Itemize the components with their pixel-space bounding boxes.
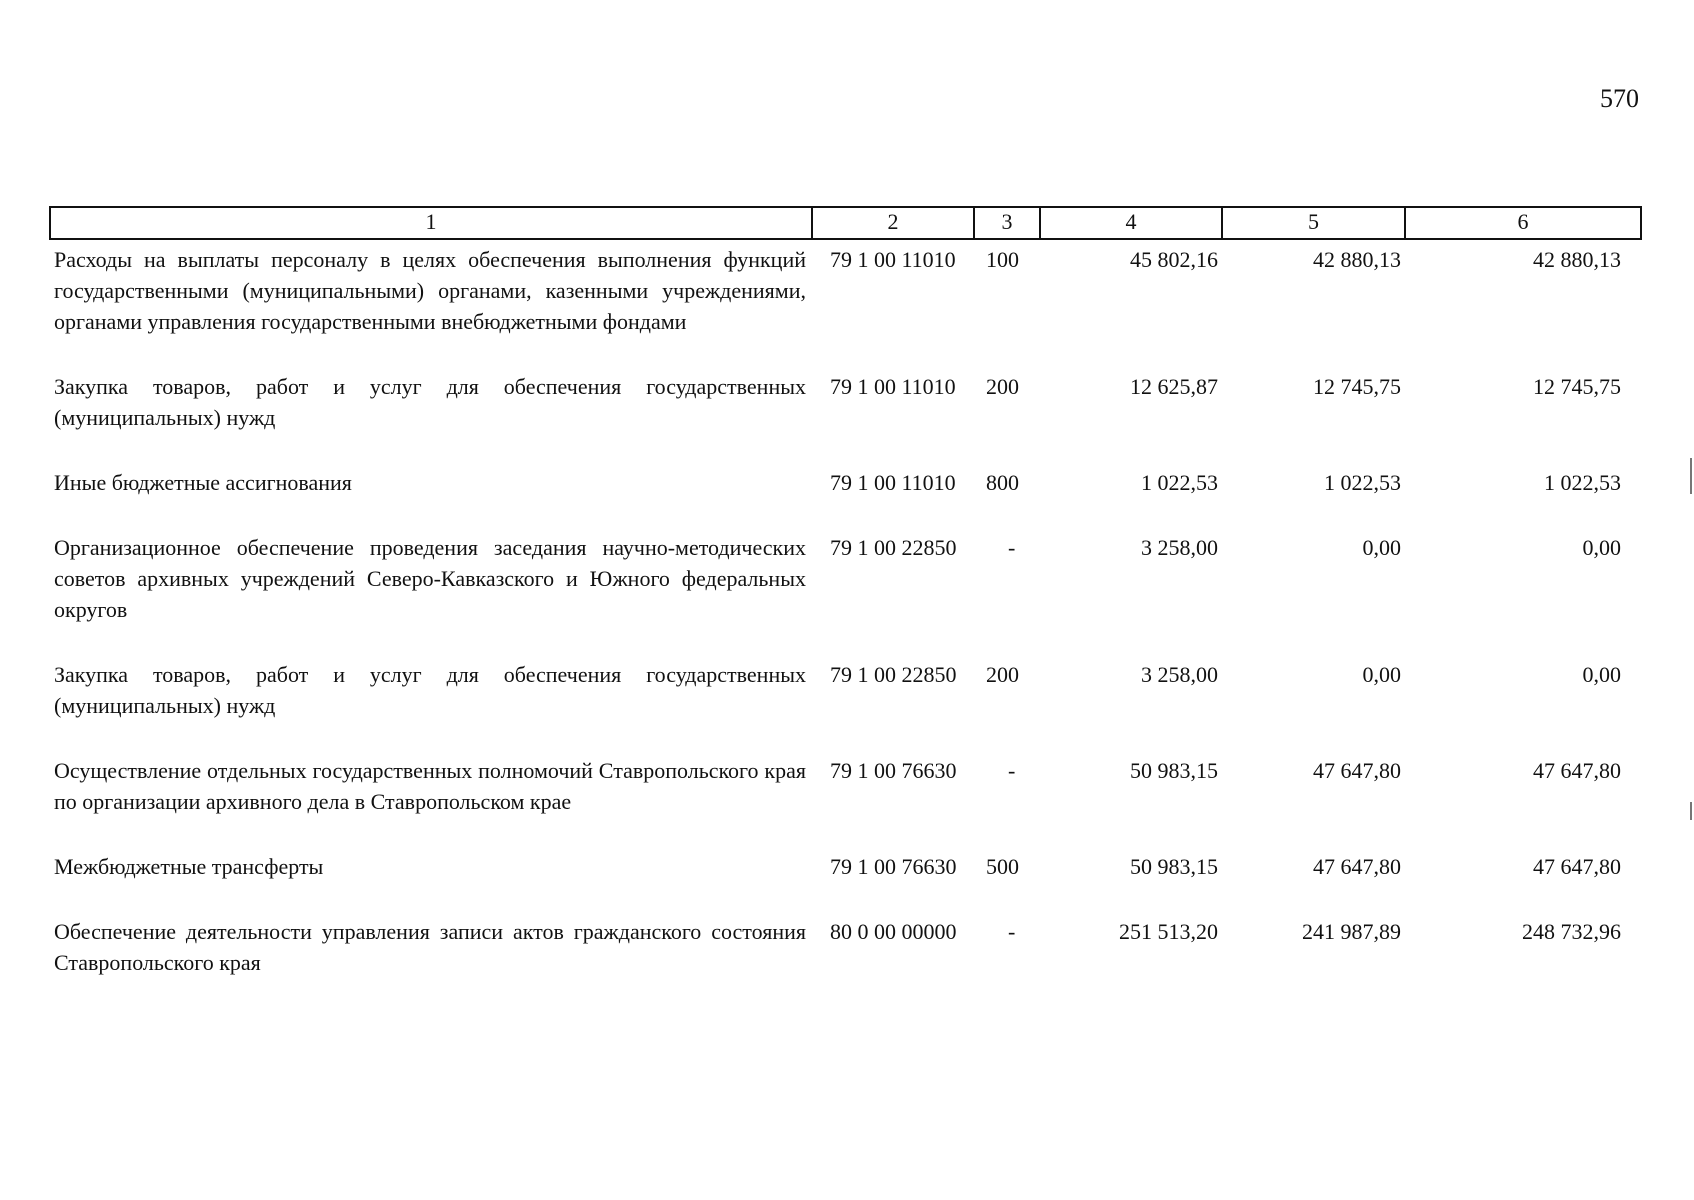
row-value-6: 47 647,80 [1533,854,1621,879]
row-code: 79 1 00 22850 [830,662,957,687]
scan-edge-mark [1690,802,1692,820]
table-row [50,751,1641,847]
row-value-4: 1 022,53 [1141,470,1218,495]
row-value-6: 0,00 [1582,662,1621,687]
row-value-4: 3 258,00 [1141,662,1218,687]
table-row [50,912,1641,1008]
row-code: 79 1 00 11010 [830,470,956,495]
row-code: 79 1 00 11010 [830,247,956,272]
table-row [50,847,1641,912]
row-name: Расходы на выплаты персоналу в целях обеспечения выполнения функций государственными (муниципальными) органами, казенными учреждениями, органами управления государственными внебюджетными фондами [54,247,806,334]
row-code: 79 1 00 76630 [830,854,957,879]
header-row [50,207,1641,239]
row-code: 79 1 00 22850 [830,535,957,560]
row-value-5: 1 022,53 [1324,470,1401,495]
row-value-5: 12 745,75 [1313,374,1401,399]
row-value-6: 248 732,96 [1522,919,1621,944]
row-type: 200 [986,662,1019,687]
row-value-5: 0,00 [1362,535,1401,560]
row-value-4: 45 802,16 [1130,247,1218,272]
row-type-dash: - [1008,919,1016,944]
table-row [50,655,1641,751]
page-number: 570 [1600,84,1639,113]
row-value-6: 0,00 [1582,535,1621,560]
row-name: Осуществление отдельных государственных полномочий Ставропольского края по организации архивного дела в Ставропольском крае [54,758,806,814]
row-value-4: 3 258,00 [1141,535,1218,560]
row-value-5: 47 647,80 [1313,854,1401,879]
row-type-dash: - [1008,758,1016,783]
row-name: Закупка товаров, работ и услуг для обеспечения государственных (муниципальных) нужд [54,662,806,718]
row-code: 80 0 00 00000 [830,919,957,944]
row-name: Межбюджетные трансферты [54,854,324,879]
header-col-6: 6 [1405,207,1641,239]
row-type-dash: - [1008,535,1016,560]
header-col-3: 3 [974,207,1040,239]
row-value-5: 0,00 [1362,662,1401,687]
row-value-4: 50 983,15 [1130,854,1218,879]
row-value-4: 50 983,15 [1130,758,1218,783]
row-type [974,528,1040,655]
row-type: 500 [986,854,1019,879]
table-row [50,463,1641,528]
header-col-1: 1 [50,207,812,239]
row-value-4: 251 513,20 [1119,919,1218,944]
row-value-4: 12 625,87 [1130,374,1218,399]
row-type: 200 [986,374,1019,399]
row-code: 79 1 00 11010 [830,374,956,399]
row-name: Организационное обеспечение проведения заседания научно-методических советов архивных учреждений Северо-Кавказского и Южного федеральных округов [54,535,806,622]
row-value-6: 12 745,75 [1533,374,1621,399]
table-row [50,528,1641,655]
budget-table [49,206,1642,1008]
row-type [974,751,1040,847]
header-col-4: 4 [1040,207,1222,239]
table-row [50,239,1641,367]
row-name: Иные бюджетные ассигнования [54,470,352,495]
row-type [974,912,1040,1008]
row-value-5: 241 987,89 [1302,919,1401,944]
row-name: Закупка товаров, работ и услуг для обеспечения государственных (муниципальных) нужд [54,374,806,430]
table-body [50,239,1641,1008]
row-type: 800 [986,470,1019,495]
row-value-6: 47 647,80 [1533,758,1621,783]
row-value-6: 1 022,53 [1544,470,1621,495]
row-value-5: 42 880,13 [1313,247,1401,272]
table-row [50,367,1641,463]
scan-edge-mark [1690,458,1692,494]
row-type: 100 [986,247,1019,272]
row-name: Обеспечение деятельности управления записи актов гражданского состояния Ставропольского края [54,919,806,975]
row-value-6: 42 880,13 [1533,247,1621,272]
row-code: 79 1 00 76630 [830,758,957,783]
table-header [50,207,1641,239]
header-col-2: 2 [812,207,974,239]
row-value-5: 47 647,80 [1313,758,1401,783]
header-col-5: 5 [1222,207,1405,239]
